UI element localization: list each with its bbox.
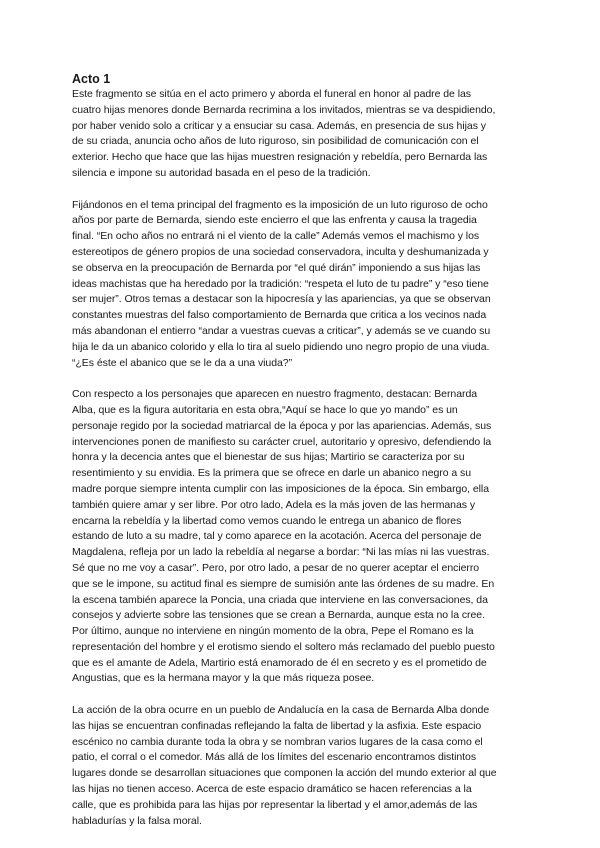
text-line: se observa en la preocupación de Bernarda por “el qué dirán” imponiendo a sus hijas las: [72, 261, 481, 274]
text-line: ser mujer”. Otros temas a destacar son la hipocresía y las apariencias, ya que se observan: [72, 293, 491, 306]
text-line: honra y la decencia antes que el bienestar de sus hijas; Martirio se caracteriza por su: [72, 451, 465, 464]
text-line: constantes muestras del falso comportamiento de Bernarda que critica a los vecinos nada: [72, 309, 487, 322]
text-line: años por parte de Bernarda, siendo este encierro el que las enfrenta y causa la tragedia: [72, 214, 477, 227]
text-line: Por último, aunque no interviene en ningún momento de la obra, Pepe el Romano es la: [72, 625, 474, 638]
text-line: Fijándonos en el tema principal del fragmento es la imposición de un luto riguroso de ocho: [72, 198, 488, 211]
text-line: “¿Es éste el abanico que se le da a una viuda?”: [72, 356, 293, 369]
text-line: más abandonan el entierro “andar a vuestras cuevas a criticar”, y además se ve cuando su: [72, 324, 491, 337]
paragraph-2: [72, 198, 542, 372]
text-line: también quiere amar y ser libre. Por otro lado, Adela es la más joven de las hermanas y: [72, 498, 476, 511]
text-line: final. “En ocho años no entrará ni el viento de la calle” Además vemos el machismo y los: [72, 230, 480, 243]
text-line: patio, el corral o el comedor. Más allá de los límites del escenario encontramos distintos: [72, 751, 477, 764]
document-body: [72, 87, 542, 829]
text-line: madre porque siempre intenta cumplir con las imposiciones de la época. Sin embargo, ella: [72, 482, 489, 495]
text-line: ideas machistas que ha heredado por la tradición: “respeta el luto de tu padre” y “eso tiene: [72, 277, 489, 290]
text-line: Este fragmento se sitúa en el acto primero y aborda el funeral en honor al padre de las: [72, 88, 471, 100]
text-line: escénico no cambia durante toda la obra y se nombran varios lugares de la casa como el: [72, 735, 483, 748]
text-line: consejos y advierte sobre las tensiones que se crean a Bernarda, aunque esta no la cree.: [72, 609, 485, 622]
section-heading: Acto 1: [72, 72, 111, 86]
text-line: calle, que es prohibida para las hijas por representar la libertad y el amor,además de las: [72, 798, 478, 811]
paragraph-4: [72, 703, 542, 829]
text-line: habladurías y la falsa moral.: [72, 814, 202, 827]
text-line: La acción de la obra ocurre en un pueblo de Andalucía en la casa de Bernarda Alba donde: [72, 704, 490, 717]
text-line: las hijas se encuentran confinadas reflejando la falta de libertad y la asfixia. Este espacio: [72, 719, 482, 732]
text-line: estereotipos de género propios de una sociedad conservadora, inculta y deshumanizada y: [72, 245, 489, 258]
text-line: Magdalena, refleja por un lado la rebeldía al negarse a bordar: “Ni las mías ni las vuestras.: [72, 546, 490, 559]
text-line: Alba, que es la figura autoritaria en esta obra,“Aquí se hace lo que yo mando” es un: [72, 403, 458, 416]
paragraph-gap: [72, 687, 542, 703]
document-page: [72, 72, 542, 829]
text-line: Con respecto a los personajes que aparecen en nuestro fragmento, destacan: Bernarda: [72, 388, 478, 401]
text-line: intervenciones ponen de manifiesto su carácter cruel, autoritario y opresivo, defendiendo la: [72, 435, 492, 448]
text-line: lugares donde se desarrollan situaciones que componen la acción del mundo exterior al que: [72, 767, 497, 780]
paragraph-gap: [72, 182, 542, 198]
text-line: personaje regido por la sociedad matriarcal de la época y por las apariencias. Además, sus: [72, 419, 492, 432]
text-line: Sé que no me voy a casar”. Pero, por otro lado, a pesar de no querer aceptar el encierro: [72, 561, 480, 574]
text-line: las hijas no tienen acceso. Acerca de este espacio dramático se hacen referencias a la: [72, 783, 472, 796]
text-line: cuatro hijas menores donde Bernarda recrimina a los invitados, mientras se va despidiendo,: [72, 103, 496, 116]
text-line: resentimiento y su envidia. Es la primera que se ofrece en darle un abanico negro a su: [72, 467, 472, 480]
text-line: por haber venido solo a criticar y a ensuciar su casa. Además, en presencia de sus hijas y: [72, 119, 486, 132]
text-line: representación del hombre y el erotismo siendo el soltero más reclamado del pueblo puesto: [72, 640, 495, 653]
text-line: que se le impone, su actitud final es siempre de sumisión ante las órdenes de su madre. En: [72, 577, 495, 590]
text-line: Angustias, que es la hermana mayor y la que más riqueza posee.: [72, 672, 375, 685]
text-line: encarna la rebeldía y la libertad como vemos cuando le entrega un abanico de flores: [72, 514, 462, 527]
paragraph-gap: [72, 371, 542, 387]
text-line: estando de luto a su madre, tal y como aparece en la acotación. Acerca del personaje de: [72, 530, 482, 543]
text-line: exterior. Hecho que hace que las hijas muestren resignación y rebeldía, pero Bernarda las: [72, 151, 488, 164]
text-line: de su criada, anuncia ocho años de luto riguroso, sin posibilidad de comunicación con el: [72, 135, 479, 148]
text-line: hija le da un abanico colorido y ella lo tira al suelo pidiendo uno negro propio de una viuda.: [72, 340, 490, 353]
paragraph-3: [72, 387, 542, 687]
paragraph-1: [72, 87, 542, 182]
text-line: silencia e impone su autoridad basada en el peso de la tradición.: [72, 166, 371, 179]
text-line: que es el amante de Adela, Martirio está enamorado de él en secreto y es el prometido de: [72, 656, 487, 669]
text-line: la escena también aparece la Poncia, una criada que interviene en las conversaciones, da: [72, 593, 488, 606]
